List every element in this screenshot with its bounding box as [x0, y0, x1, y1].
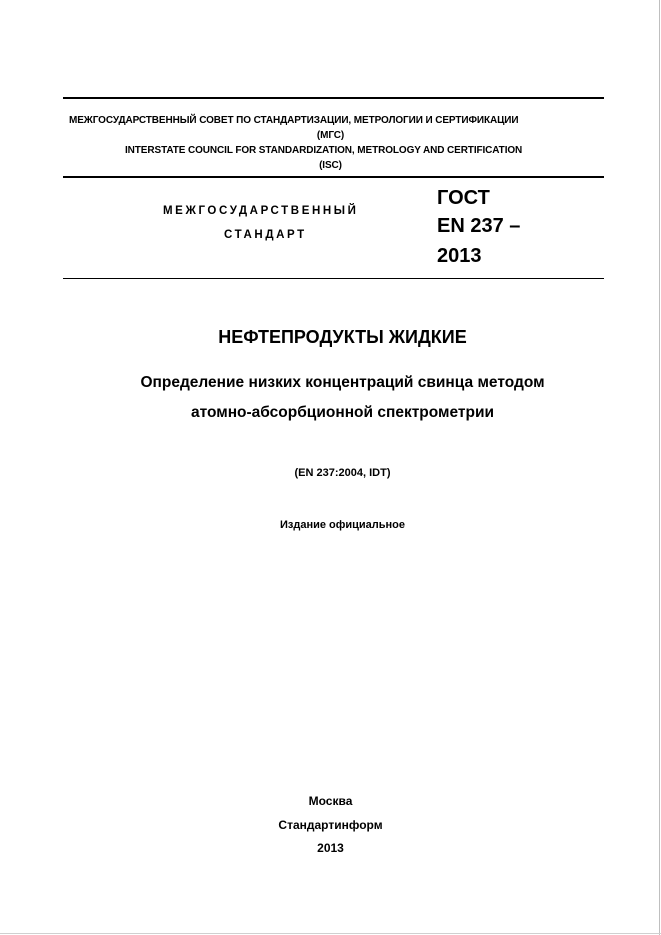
- standard-type-line1: МЕЖГОСУДАРСТВЕННЫЙ: [163, 205, 359, 217]
- council-ru-abbr: (МГС): [316, 130, 345, 141]
- standard-code-line1: ГОСТ: [437, 187, 490, 209]
- document-subtitle-line2: атомно-абсорбционной спектрометрии: [190, 404, 495, 421]
- publisher-name: Стандартинформ: [278, 818, 383, 832]
- page-edge: [0, 933, 661, 934]
- source-reference: (EN 237:2004, IDT): [294, 467, 391, 479]
- document-title: НЕФТЕПРОДУКТЫ ЖИДКИЕ: [218, 327, 467, 347]
- council-en-abbr: (ISC): [319, 160, 342, 171]
- standard-type-line2: СТАНДАРТ: [224, 229, 307, 241]
- council-ru-line1: МЕЖГОСУДАРСТВЕННЫЙ СОВЕТ ПО СТАНДАРТИЗАЦИИ, МЕТРОЛОГИИ И СЕРТИФИКАЦИИ: [69, 115, 519, 126]
- council-en-line1: INTERSTATE COUNCIL FOR STANDARDIZATION, METROLOGY AND CERTIFICATION: [125, 145, 523, 156]
- standard-code-line2: EN 237 –: [437, 215, 521, 237]
- publication-city: Москва: [308, 794, 353, 808]
- standard-code-line3: 2013: [437, 245, 482, 267]
- middle-rule: [63, 176, 604, 178]
- edition-note: Издание официальное: [279, 519, 406, 531]
- top-rule: [63, 97, 604, 99]
- publication-year: 2013: [317, 841, 344, 855]
- document-subtitle-line1: Определение низких концентраций свинца методом: [140, 374, 545, 391]
- bottom-rule: [63, 278, 604, 279]
